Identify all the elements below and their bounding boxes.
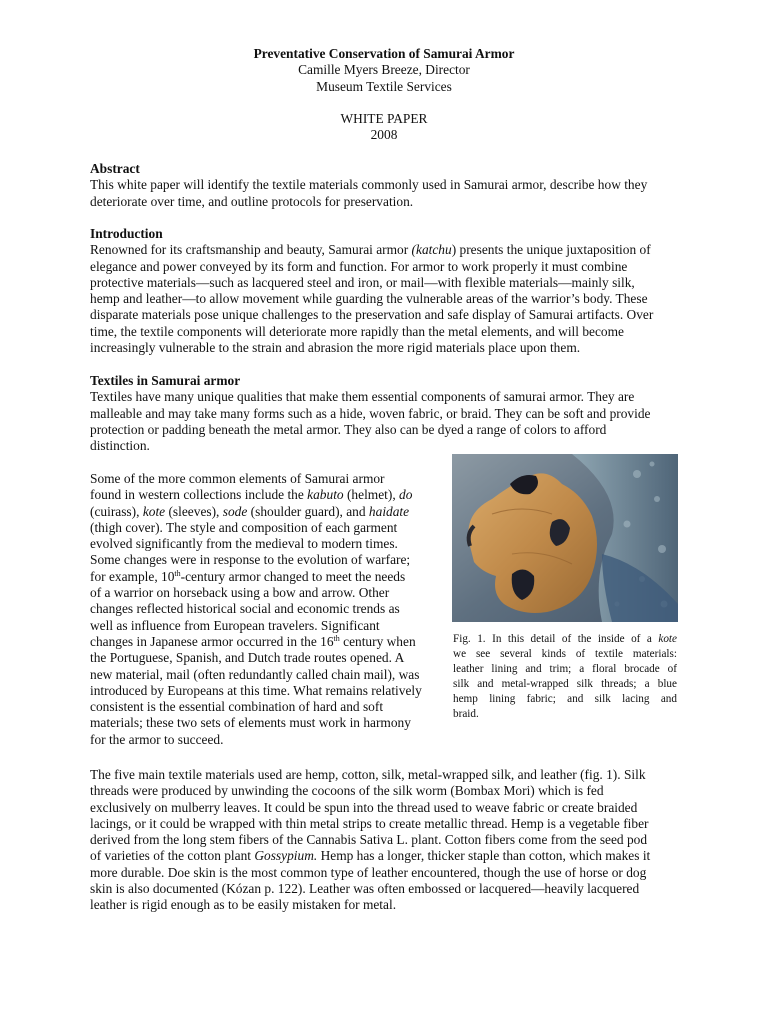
materials-line: leather is rigid enough as to be easily mistaken for metal.	[90, 897, 397, 913]
materials-paragraph	[90, 767, 678, 914]
superscript: th	[333, 633, 340, 643]
introduction-heading: Introduction	[90, 226, 163, 241]
text-run: -century armor changed to meet the needs	[180, 568, 406, 584]
materials-line: derived from the long stem fibers of the Cannabis Sativa L. plant. Cotton fibers come from the seed pod	[90, 832, 648, 848]
text-run: changes in Japanese armor occurred in the 16	[90, 633, 334, 649]
text-run: of varieties of the cotton plant	[90, 848, 255, 864]
text-run: Fig. 1. In this detail of the inside of a	[453, 633, 659, 645]
textiles-paragraph	[90, 389, 678, 454]
text-run: (helmet),	[343, 487, 400, 503]
introduction-line: disparate materials pose unique challenges to the preservation and safe display of Samurai artifacts. Over	[90, 307, 654, 323]
abstract-paragraph	[90, 177, 678, 210]
figure-caption	[453, 632, 677, 723]
document-title: Preventative Conservation of Samurai Armor	[253, 46, 515, 61]
caption-line: silk and metal-wrapped silk threads; a blue	[453, 678, 677, 691]
materials-line: exclusively on mulberry leaves. It could be spun into the thread used to weave fabric or create braided	[90, 799, 638, 815]
caption-line: braid.	[453, 708, 479, 721]
materials-line: more durable. Doe skin is the most common type of leather encountered, though the use of horse or dog	[90, 864, 647, 880]
kote-term: kote	[142, 503, 166, 519]
caption-line	[453, 632, 677, 647]
introduction-line: increasingly vulnerable to the strain and abrasion the more rigid materials place upon them.	[90, 340, 581, 356]
elements-line: new material, mail (often redundantly called chain mail), was	[90, 666, 420, 682]
document-type: WHITE PAPER	[340, 111, 428, 126]
elements-line: materials; these two sets of elements must work in harmony	[90, 715, 411, 731]
elements-line: for the armor to succeed.	[90, 731, 224, 747]
text-run: ) presents the unique juxtaposition of	[451, 242, 651, 258]
gossypium-term: Gossypium.	[254, 848, 318, 864]
textiles-line: malleable and may take many forms such as a hide, woven fabric, or braid. They can be soft and provide	[90, 405, 651, 421]
elements-line: the Portuguese, Spanish, and Dutch trade routes opened. A	[90, 650, 405, 666]
elements-line	[90, 634, 440, 650]
elements-paragraph	[90, 471, 440, 748]
elements-line	[90, 487, 440, 503]
textiles-line: distinction.	[90, 438, 150, 454]
textiles-line: protection or padding beneath the metal armor. They also can be dyed a range of colors to afford	[90, 421, 607, 437]
text-run: (shoulder guard), and	[247, 503, 369, 519]
abstract-line: deteriorate over time, and outline protocols for preservation.	[90, 193, 414, 209]
sode-term: sode	[222, 503, 248, 519]
text-run: (cuirass),	[90, 503, 143, 519]
introduction-paragraph	[90, 242, 678, 356]
caption-line: hemp lining fabric; and silk lacing and	[453, 693, 677, 706]
organization-line: Museum Textile Services	[316, 79, 452, 94]
elements-line: of a warrior on horseback using a bow and arrow. Other	[90, 585, 390, 601]
elements-line: Some changes were in response to the evolution of warfare;	[90, 552, 411, 568]
kote-illustration	[452, 454, 678, 622]
kote-term: kote	[658, 633, 677, 645]
caption-line: we see several kinds of textile materials:	[453, 648, 677, 661]
elements-line: introduced by Europeans at this time. What remains relatively	[90, 682, 422, 698]
elements-line	[90, 504, 440, 520]
elements-line: consistent is the essential combination of hard and soft	[90, 699, 384, 715]
elements-line	[90, 569, 440, 585]
abstract-heading: Abstract	[90, 161, 140, 176]
text-run: Hemp has a longer, thicker staple than cotton, which makes it	[317, 848, 651, 864]
textiles-heading: Textiles in Samurai armor	[90, 373, 241, 388]
textiles-section	[90, 373, 678, 454]
text-run: (sleeves),	[165, 503, 223, 519]
introduction-section	[90, 226, 678, 356]
introduction-line: time, the textile components will deteriorate more rapidly than the metal elements, and will become	[90, 323, 624, 339]
do-term: do	[399, 487, 413, 503]
abstract-section	[90, 161, 678, 210]
introduction-line: protective materials—such as lacquered steel and iron, or mail—with flexible materials—mainly silk,	[90, 274, 635, 290]
caption-line: leather lining and trim; a floral brocade of	[453, 663, 677, 676]
text-run: found in western collections include the	[90, 487, 308, 503]
elements-line: (thigh cover). The style and composition of each garment	[90, 519, 398, 535]
introduction-line: hemp and leather—to allow movement while guarding the vulnerable areas of the warrior’s body. These	[90, 291, 648, 307]
elements-line: well as influence from European travelers. Significant	[90, 617, 380, 633]
introduction-line	[90, 242, 678, 258]
text-run: for example, 10	[90, 568, 175, 584]
elements-line: Some of the more common elements of Samurai armor	[90, 471, 385, 486]
kote-photo	[452, 454, 678, 622]
textiles-line: Textiles have many unique qualities that make them essential components of samurai armor. They are	[90, 389, 635, 405]
elements-line: evolved significantly from the medieval to modern times.	[90, 536, 398, 552]
katchu-term: (katchu	[411, 242, 452, 258]
materials-line: skin is also documented (Kózan p. 122). Leather was often embossed or lacquered—heavily lacquered	[90, 881, 640, 897]
text-run: Renowned for its craftsmanship and beauty, Samurai armor	[90, 242, 412, 258]
materials-line	[90, 848, 678, 864]
elements-line: changes reflected historical social and economic trends as	[90, 601, 400, 617]
materials-line: lacings, or it could be wrapped with thin metal strips to create metallic thread. Hemp is a vegetable fiber	[90, 815, 649, 831]
materials-line: threads were produced by unwinding the cocoons of the silk worm (Bombax Mori) which is fed	[90, 783, 604, 799]
kabuto-term: kabuto	[307, 487, 344, 503]
text-run: century when	[339, 633, 416, 649]
document-year: 2008	[370, 127, 398, 142]
haidate-term: haidate	[368, 503, 410, 519]
introduction-line: elegance and power conveyed by its form and function. For armor to work properly it must combine	[90, 258, 628, 274]
superscript: th	[174, 568, 181, 578]
abstract-line: This white paper will identify the textile materials commonly used in Samurai armor, describe how they	[90, 177, 648, 193]
author-line: Camille Myers Breeze, Director	[298, 62, 470, 77]
materials-line: The five main textile materials used are hemp, cotton, silk, metal-wrapped silk, and leather (fig. 1). Silk	[90, 767, 646, 782]
